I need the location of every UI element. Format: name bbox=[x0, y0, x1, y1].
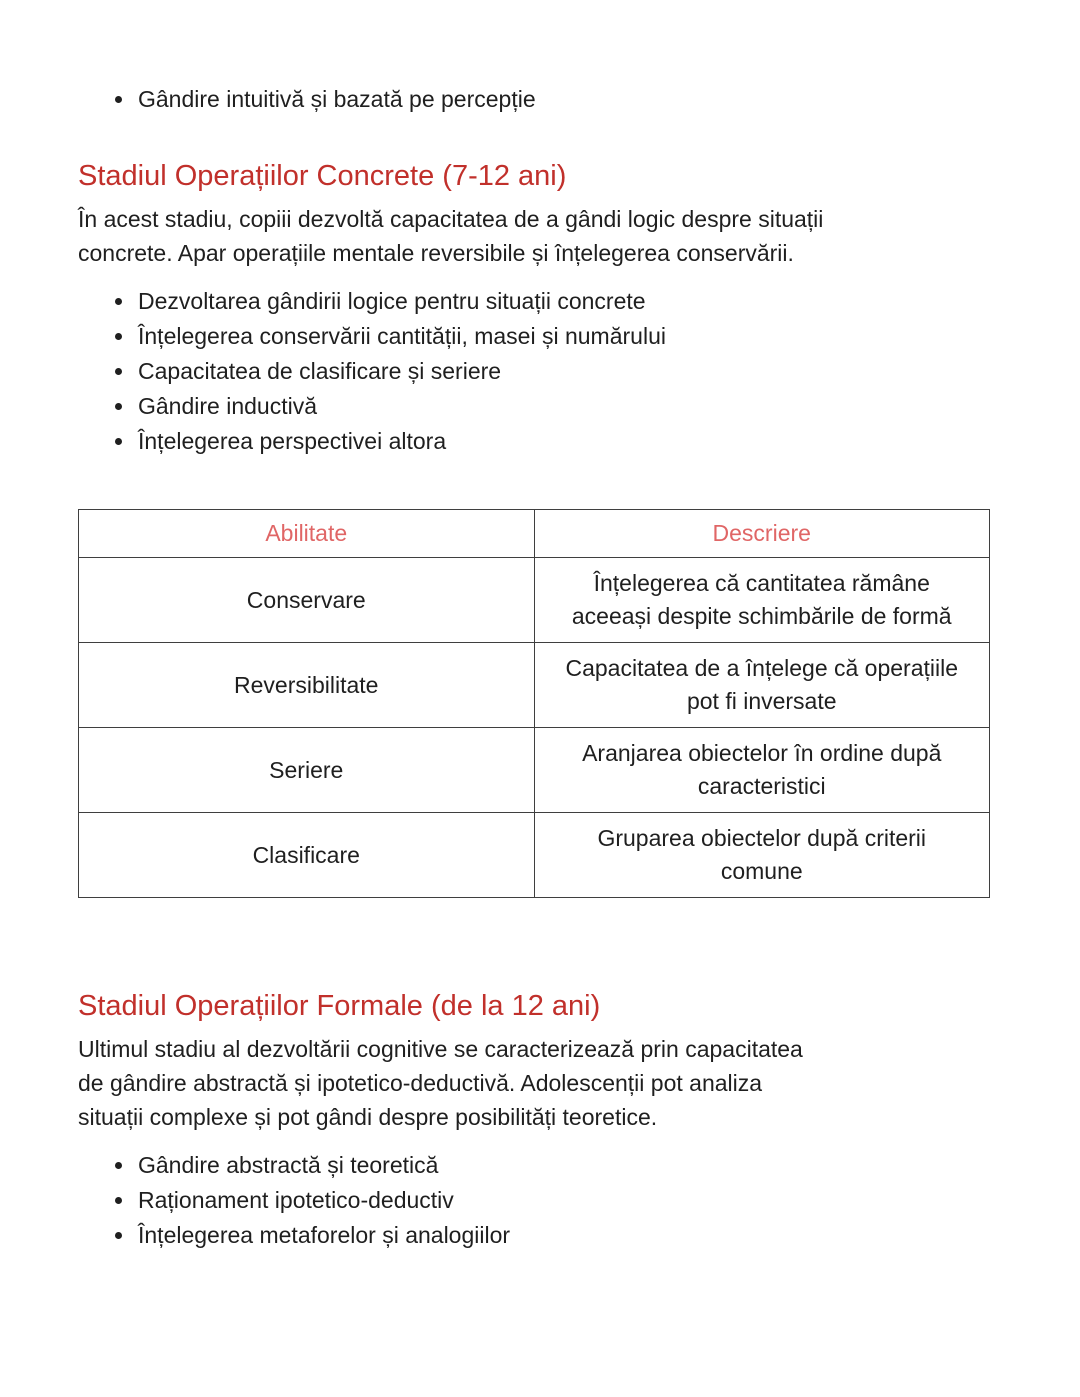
list-item: • Raționament ipotetico-deductiv bbox=[136, 1183, 1005, 1218]
table-row bbox=[79, 728, 990, 813]
abilities-table bbox=[78, 509, 990, 898]
list-item: • Înțelegerea conservării cantității, masei și numărului bbox=[136, 319, 1005, 354]
table-header-descriere: Descriere bbox=[534, 510, 990, 558]
table-cell-description: Gruparea obiectelor după criterii comune bbox=[534, 813, 990, 898]
list-item: • Înțelegerea metaforelor și analogiilor bbox=[136, 1218, 1005, 1253]
list-item: • Gândire intuitivă și bazată pe percepție bbox=[136, 82, 1005, 117]
concrete-bullet-list bbox=[78, 284, 1005, 459]
paragraph-line: situații complexe și pot gândi despre posibilități teoretice. bbox=[78, 1104, 658, 1130]
table-cell-ability: Clasificare bbox=[79, 813, 535, 898]
section-title-formale: Stadiul Operațiilor Formale (de la 12 ani) bbox=[78, 990, 601, 1022]
table-cell-description: Aranjarea obiectelor în ordine după caracteristici bbox=[534, 728, 990, 813]
paragraph-line: de gândire abstractă și ipotetico-deductivă. Adolescenții pot analiza bbox=[78, 1070, 763, 1096]
table-row bbox=[79, 558, 990, 643]
table-row bbox=[79, 643, 990, 728]
table-header-row bbox=[79, 510, 990, 558]
table-cell-ability: Seriere bbox=[79, 728, 535, 813]
table-cell-ability: Reversibilitate bbox=[79, 643, 535, 728]
paragraph-line: Ultimul stadiu al dezvoltării cognitive se caracterizează prin capacitatea bbox=[78, 1036, 803, 1062]
intro-bullet-list bbox=[78, 82, 1005, 117]
abilities-table-header bbox=[79, 510, 990, 558]
list-item: • Gândire inductivă bbox=[136, 389, 1005, 424]
table-row bbox=[79, 813, 990, 898]
formale-bullet-list bbox=[78, 1148, 1005, 1253]
table-cell-description: Capacitatea de a înțelege că operațiile pot fi inversate bbox=[534, 643, 990, 728]
table-cell-ability: Conservare bbox=[79, 558, 535, 643]
list-item: • Gândire abstractă și teoretică bbox=[136, 1148, 1005, 1183]
section-concrete bbox=[78, 158, 1005, 898]
abilities-table-body bbox=[79, 558, 990, 898]
table-header-abilitate: Abilitate bbox=[79, 510, 535, 558]
table-cell-description: Înțelegerea că cantitatea rămâne aceeași despite schimbările de formă bbox=[534, 558, 990, 643]
section-title-concrete: Stadiul Operațiilor Concrete (7-12 ani) bbox=[78, 160, 567, 192]
paragraph-line: În acest stadiu, copiii dezvoltă capacitatea de a gândi logic despre situații bbox=[78, 206, 824, 232]
section-formale bbox=[78, 988, 1005, 1253]
list-item: • Înțelegerea perspectivei altora bbox=[136, 424, 1005, 459]
section-paragraph-formale bbox=[78, 1032, 1005, 1134]
list-item: • Capacitatea de clasificare și seriere bbox=[136, 354, 1005, 389]
paragraph-line: concrete. Apar operațiile mentale reversibile și înțelegerea conservării. bbox=[78, 240, 794, 266]
list-item: • Dezvoltarea gândirii logice pentru situații concrete bbox=[136, 284, 1005, 319]
section-paragraph-concrete bbox=[78, 202, 1005, 270]
